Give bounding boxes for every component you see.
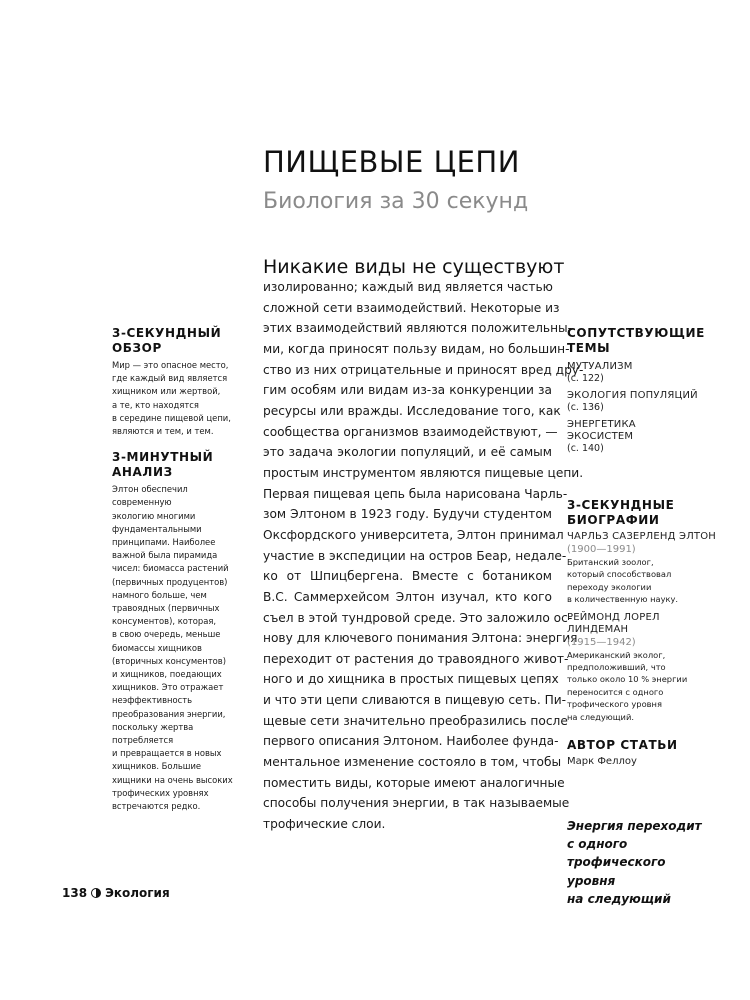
pull-quote-line: на следующий bbox=[567, 891, 671, 906]
related-topic-page: (с. 122) bbox=[567, 373, 604, 384]
analysis-line: (первичных продуцентов) bbox=[112, 576, 228, 587]
analysis-heading-line: АНАЛИЗ bbox=[112, 465, 173, 480]
related-topic-name: ЭКОЛОГИЯ ПОПУЛЯЦИЙ bbox=[567, 390, 698, 401]
biography-item bbox=[567, 612, 717, 723]
biography-years: (1915—1942) bbox=[567, 636, 636, 648]
analysis-line: и хищников, поедающих bbox=[112, 669, 222, 680]
page-title: ПИЩЕВЫЕ ЦЕПИ bbox=[263, 145, 520, 179]
pull-quote-line: с одного bbox=[567, 837, 628, 852]
article-line: изолированно; каждый вид является частью bbox=[263, 280, 553, 294]
article-line: трофические слои. bbox=[263, 817, 386, 832]
article-lead: Никакие виды не существуют bbox=[263, 256, 565, 278]
article-line: и что эти цепи сливаются в пищевую сеть. Пи- bbox=[263, 693, 567, 708]
overview-text bbox=[112, 359, 247, 438]
article-line: Первая пищевая цепь была нарисована Чарль- bbox=[263, 486, 568, 501]
biographies-heading-line: 3-СЕКУНДНЫЕ bbox=[567, 498, 675, 512]
biography-line: переносится с одного bbox=[567, 686, 664, 697]
related-heading-line: ТЕМЫ bbox=[567, 341, 611, 355]
article-line: гим особям или видам из-за конкуренции за bbox=[263, 383, 552, 398]
analysis-line: экологию многими bbox=[112, 510, 196, 521]
analysis-line: (вторичных консументов) bbox=[112, 655, 226, 666]
analysis-line: важной была пирамида bbox=[112, 550, 218, 561]
analysis-line: неэффективность bbox=[112, 695, 193, 706]
page-subtitle: Биология за 30 секунд bbox=[263, 189, 529, 214]
author-block bbox=[567, 738, 717, 767]
related-topic-item bbox=[567, 419, 717, 455]
analysis-block bbox=[112, 450, 247, 813]
biography-name: РЕЙМОНД ЛОРЕЛ bbox=[567, 611, 660, 623]
overview-line: а те, кто находятся bbox=[112, 399, 199, 410]
analysis-line: биомассы хищников bbox=[112, 642, 202, 653]
analysis-line: хищники на очень высоких bbox=[112, 774, 233, 785]
analysis-line: потребляется bbox=[112, 735, 174, 746]
analysis-line: принципами. Наиболее bbox=[112, 537, 216, 548]
related-topic-item bbox=[567, 390, 717, 414]
analysis-line: чисел: биомасса растений bbox=[112, 563, 229, 574]
article-line: щевые сети значительно преобразились после bbox=[263, 713, 568, 728]
analysis-line: в свою очередь, меньше bbox=[112, 629, 221, 640]
overview-line: хищником или жертвой, bbox=[112, 386, 221, 397]
overview-heading-line: ОБЗОР bbox=[112, 341, 162, 355]
analysis-line: современную bbox=[112, 497, 172, 508]
article-line: сложной сети взаимодействий. Некоторые из bbox=[263, 300, 560, 315]
overview-block bbox=[112, 326, 247, 438]
related-heading-line: СОПУТСТВУЮЩИЕ bbox=[567, 326, 705, 340]
article-line: ми, когда приносят пользу видам, но большин- bbox=[263, 341, 570, 356]
article-body bbox=[263, 277, 584, 835]
related-topics-heading bbox=[567, 326, 717, 356]
half-circle-icon bbox=[91, 888, 101, 898]
analysis-text bbox=[112, 483, 247, 813]
biography-line: в количественную науку. bbox=[567, 594, 679, 605]
overview-heading bbox=[112, 326, 247, 356]
biographies-heading bbox=[567, 498, 717, 528]
overview-line: в середине пищевой цепи, bbox=[112, 412, 231, 423]
related-topics-block bbox=[567, 326, 717, 455]
biography-line: переходу экологии bbox=[567, 581, 652, 592]
page-footer bbox=[62, 886, 170, 900]
related-topic-name: МУТУАЛИЗМ bbox=[567, 361, 633, 372]
article-line: съел в этой тундровой среде. Это заложило ос- bbox=[263, 610, 573, 625]
biography-line: на следующий. bbox=[567, 711, 634, 722]
biography-name: ЧАРЛЬЗ САЗЕРЛЕНД ЭЛТОН bbox=[567, 531, 717, 542]
pull-quote-line: Энергия переходит bbox=[567, 819, 702, 833]
related-topic-page: (с. 136) bbox=[567, 402, 604, 413]
article-line: ко от Шпицбергена. Вместе с ботаником bbox=[263, 569, 552, 584]
analysis-line: хищников. Это отражает bbox=[112, 682, 224, 693]
related-topic-page: (с. 140) bbox=[567, 443, 604, 454]
article-line: В.С. Саммерхейсом Элтон изучал, кто кого bbox=[263, 589, 552, 604]
article-line: способы получения энергии, в так называемые bbox=[263, 796, 570, 811]
biography-line: только около 10 % энергии bbox=[567, 674, 688, 685]
overview-line: являются и тем, и тем. bbox=[112, 426, 214, 437]
author-name: Марк Феллоу bbox=[567, 756, 637, 768]
article-line: переходит от растения до травоядного живот- bbox=[263, 651, 569, 666]
overview-line: Мир — это опасное место, bbox=[112, 360, 229, 370]
analysis-line: поскольку жертва bbox=[112, 721, 194, 732]
analysis-line: фундаментальными bbox=[112, 523, 202, 534]
page-number: 138 bbox=[62, 886, 88, 900]
related-topic-name: ЭКОСИСТЕМ bbox=[567, 431, 634, 442]
related-topic-item bbox=[567, 361, 717, 385]
article-line: ментальное изменение состояло в том, чтобы bbox=[263, 755, 562, 770]
biography-line: Британский зоолог, bbox=[567, 557, 654, 567]
analysis-line: встречаются редко. bbox=[112, 801, 201, 812]
analysis-line: намного больше, чем bbox=[112, 589, 207, 600]
overview-heading-line: 3-СЕКУНДНЫЙ bbox=[112, 326, 222, 340]
article-line: ство из них отрицательные и приносят вред дру- bbox=[263, 362, 584, 377]
biographies-block bbox=[567, 498, 717, 723]
article-line: ного и до хищника в простых пищевых цепях bbox=[263, 672, 559, 687]
biography-item bbox=[567, 531, 717, 606]
biography-line: Американский эколог, bbox=[567, 649, 666, 660]
overview-line: где каждый вид является bbox=[112, 373, 228, 384]
pull-quote-line: уровня bbox=[567, 873, 616, 888]
section-name: Экология bbox=[105, 886, 170, 900]
analysis-line: хищников. Большие bbox=[112, 761, 202, 772]
article-line: Оксфордского университета, Элтон принимал bbox=[263, 527, 564, 542]
pull-quote-line: трофического bbox=[567, 855, 666, 870]
right-sidebar bbox=[567, 326, 717, 767]
article-line: поместить виды, которые имеют аналогичные bbox=[263, 775, 565, 790]
biography-line: трофического уровня bbox=[567, 699, 662, 710]
biography-line: предположивший, что bbox=[567, 662, 666, 673]
analysis-line: трофических уровнях bbox=[112, 787, 209, 798]
article-line: нову для ключевого понимания Элтона: энергия bbox=[263, 631, 578, 646]
article-line: это задача экологии популяций, и её самым bbox=[263, 445, 552, 460]
analysis-line: преобразования энергии, bbox=[112, 708, 226, 719]
analysis-heading-line: 3-МИНУТНЫЙ bbox=[112, 450, 214, 465]
biography-line: который способствовал bbox=[567, 569, 672, 580]
article-line: сообщества организмов взаимодействуют, — bbox=[263, 424, 558, 439]
biography-years: (1900—1991) bbox=[567, 544, 636, 555]
pull-quote bbox=[567, 817, 717, 908]
biography-name: ЛИНДЕМАН bbox=[567, 623, 629, 635]
article-line: зом Элтоном в 1923 году. Будучи студентом bbox=[263, 507, 552, 522]
analysis-line: консументов), которая, bbox=[112, 616, 217, 627]
analysis-line: и превращается в новых bbox=[112, 748, 222, 759]
author-heading: АВТОР СТАТЬИ bbox=[567, 738, 678, 753]
analysis-line: Элтон обеспечил bbox=[112, 484, 188, 495]
article-line: первого описания Элтоном. Наиболее фунда- bbox=[263, 734, 559, 749]
article-line: простым инструментом являются пищевые цепи. bbox=[263, 465, 584, 480]
article-line: участие в экспедиции на остров Беар, недале- bbox=[263, 548, 567, 563]
related-topic-name: ЭНЕРГЕТИКА bbox=[567, 419, 636, 430]
biographies-heading-line: БИОГРАФИИ bbox=[567, 513, 660, 527]
analysis-heading bbox=[112, 450, 247, 480]
analysis-line: травоядных (первичных bbox=[112, 603, 220, 614]
article-line: этих взаимодействий являются положительны- bbox=[263, 321, 573, 336]
left-sidebar bbox=[112, 326, 247, 813]
article-line: ресурсы или вражды. Исследование того, как bbox=[263, 403, 561, 418]
